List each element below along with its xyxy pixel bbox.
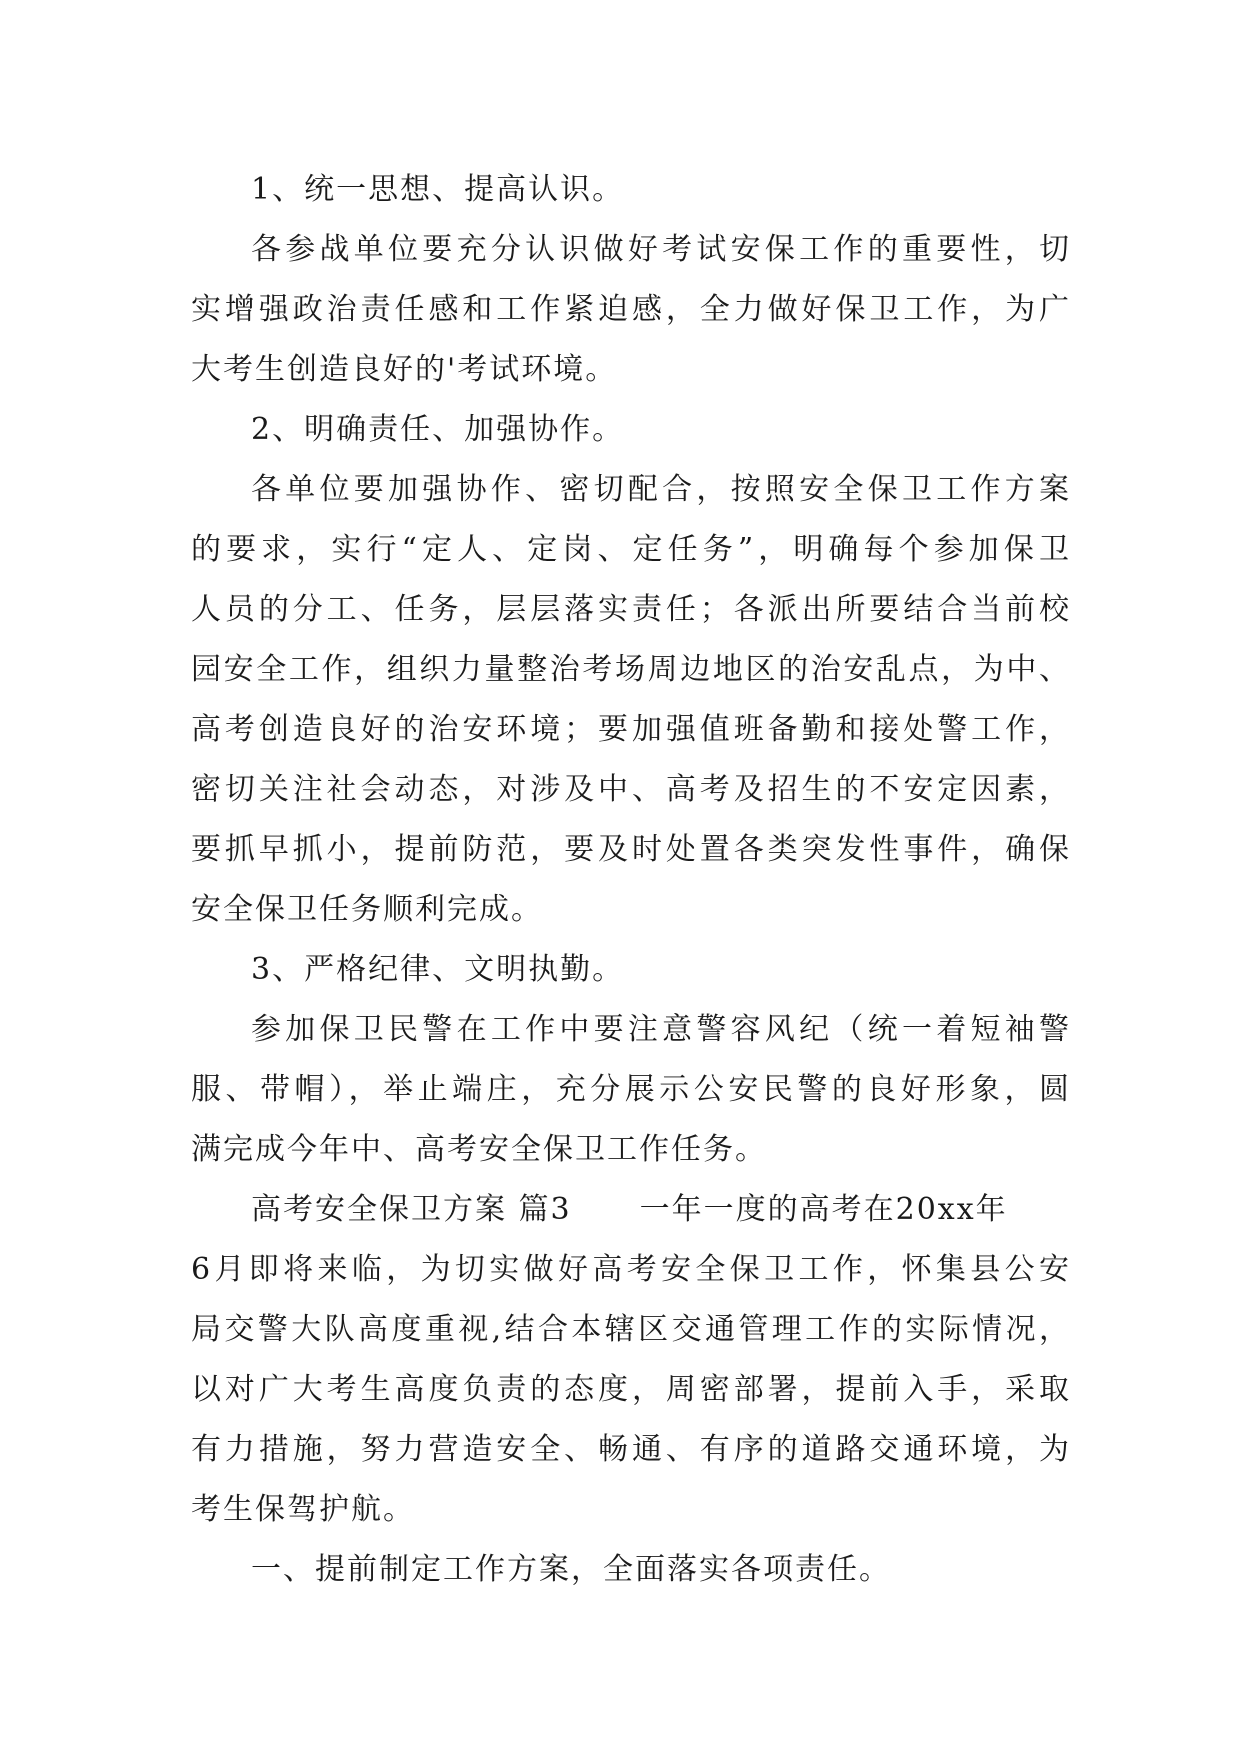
text-line: 安全保卫任务顺利完成。: [191, 892, 543, 927]
text-line: 大考生创造良好的'考试环境。: [191, 352, 618, 387]
text-line: 一、提前制定工作方案，全面落实各项责任。: [251, 1552, 891, 1587]
text-line: 密切关注社会动态，对涉及中、高考及招生的不安定因素，: [191, 772, 1071, 807]
text-line: 的要求，实行“定人、定岗、定任务”，明确每个参加保卫: [191, 532, 1071, 567]
text-line: 1、统一思想、提高认识。: [251, 172, 625, 207]
text-line: [191, 1180, 1071, 1240]
text-line: 6月即将来临，为切实做好高考安全保卫工作，怀集县公安: [191, 1252, 1071, 1287]
section-heading-4: [191, 1540, 1071, 1600]
paragraph-1: [191, 220, 1071, 400]
text-line: 2、明确责任、加强协作。: [251, 412, 625, 447]
text-line: 以对广大考生高度负责的态度，周密部署，提前入手，采取: [191, 1372, 1071, 1407]
document-body: [191, 160, 1071, 1600]
text-line: 高考创造良好的治安环境；要加强值班备勤和接处警工作，: [191, 712, 1071, 747]
section-heading-2: [191, 400, 1071, 460]
section-heading-1: [191, 160, 1071, 220]
text-line: 有力措施，努力营造安全、畅通、有序的道路交通环境，为: [191, 1432, 1071, 1467]
article-title: 高考安全保卫方案 篇3: [251, 1192, 572, 1227]
text-line: 参加保卫民警在工作中要注意警容风纪（统一着短袖警: [251, 1012, 1071, 1047]
text-line: 满完成今年中、高考安全保卫工作任务。: [191, 1132, 767, 1167]
text-line: 人员的分工、任务，层层落实责任；各派出所要结合当前校: [191, 592, 1071, 627]
text-line: 考生保驾护航。: [191, 1492, 415, 1527]
text-line: 3、严格纪律、文明执勤。: [251, 952, 625, 987]
paragraph-4: [191, 1180, 1071, 1540]
text-line: 实增强政治责任感和工作紧迫感，全力做好保卫工作，为广: [191, 292, 1071, 327]
text-line: 要抓早抓小，提前防范，要及时处置各类突发性事件，确保: [191, 832, 1071, 867]
paragraph-2: [191, 460, 1071, 940]
text-line: 服、带帽），举止端庄，充分展示公安民警的良好形象，圆: [191, 1072, 1071, 1107]
text-line: 各单位要加强协作、密切配合，按照安全保卫工作方案: [251, 472, 1071, 507]
text-line: 局交警大队高度重视,结合本辖区交通管理工作的实际情况，: [191, 1312, 1071, 1347]
text-line: 园安全工作，组织力量整治考场周边地区的治安乱点，为中、: [191, 652, 1071, 687]
text-line: 各参战单位要充分认识做好考试安保工作的重要性，切: [251, 232, 1071, 267]
paragraph-3: [191, 1000, 1071, 1180]
section-heading-3: [191, 940, 1071, 1000]
text-line: 一年一度的高考在20xx年: [639, 1192, 1008, 1227]
